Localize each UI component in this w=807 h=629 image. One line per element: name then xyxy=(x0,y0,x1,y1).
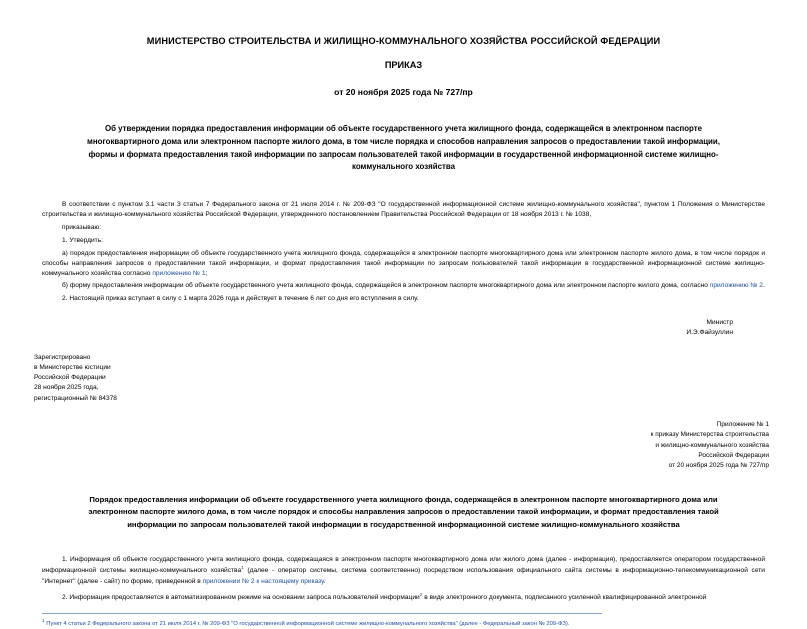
registration-line-2: в Министерстве юстиции xyxy=(34,363,111,371)
item-1a-tail: ; xyxy=(205,269,208,277)
order-p1-part1: 1. Информация об объекте государственного учета жилищного фонда, содержащаяся в электронном паспорте многоквартирного дома или жилого дома (далее - информация), предоставляется оператором государственной информационной системы жилищно-коммунального хозяйства xyxy=(42,556,765,575)
footnote-text-before: Пункт 4 статьи 2 Федерального закона от 21 июля 2014 г. № 209-ФЗ "О государственной информационной системе жилищно-коммунального хозяйства" (далее - xyxy=(44,621,483,628)
order-p2-part1: 2. Информация предоставляется в автоматизированном режиме на основании запроса пользователей информации xyxy=(62,594,420,602)
item-1b-text: б) форму предоставления информации об объекте государственного учета жилищного фонда, содержащейся в электронном паспорте многоквартирного дома или электронном паспорте жилого дома, согласно xyxy=(62,282,710,290)
signer-block xyxy=(34,318,773,338)
footnote-text-after: ). xyxy=(565,621,570,628)
appendix-line-3: и жилищно-коммунального хозяйства xyxy=(655,441,769,449)
prikazyvayu-text: приказываю: xyxy=(62,223,102,231)
order-body xyxy=(42,555,765,603)
order-p2-part2: в виде электронного документа, подписанного усиленной квалифицированной электронной xyxy=(422,594,707,602)
appendix-2-order-link[interactable]: приложении № 2 к настоящему приказу xyxy=(202,577,324,585)
document-title: Об утверждении порядка предоставления информации об объекте государственного учета жилищного фонда, содержащейся в электронном паспорте многоквартирного дома или электронном паспорте жилого дома, в том числе порядка и способов направления запросов о предоставлении такой информации, формы и формата предоставления такой информации по запросам пользователей такой информации в государственной информационной системе жилищно-коммунального хозяйства xyxy=(87,124,720,172)
footnote-number: 1 xyxy=(42,619,45,625)
document-body xyxy=(42,200,765,304)
document-type-heading: ПРИКАЗ xyxy=(384,60,423,70)
order-p1-part2: (далее - оператор системы, система соответственно) посредством использования официального сайта системы в информационно-телекоммуникационной сети "Интернет" (далее - сайт) по форме, приведенной в xyxy=(42,567,765,585)
footnote-marker-1[interactable]: 1 xyxy=(241,566,244,572)
ministry-heading: МИНИСТЕРСТВО СТРОИТЕЛЬСТВА И ЖИЛИЩНО-КОММУНАЛЬНОГО ХОЗЯЙСТВА РОССИЙСКОЙ ФЕДЕРАЦИИ xyxy=(146,36,661,46)
preamble-text: В соответствии с пунктом 3.1 части 3 статьи 7 Федерального закона от 21 июля 2014 г. № 209-ФЗ "О государственной информационной системе жилищно-коммунального хозяйства", пунктом 1 Положения о Министерстве строительства и жилищно-коммунального хозяйства Российской Федерации, утвержденного постановлением Правительства Российской Федерации от 18 ноября 2013 г. № 1038, xyxy=(42,201,765,219)
appendix-1-link[interactable]: приложению № 1 xyxy=(152,269,206,277)
appendix-line-1: Приложение № 1 xyxy=(716,420,769,428)
registration-block xyxy=(34,353,773,404)
appendix-line-2: к приказу Министерства строительства xyxy=(650,431,769,439)
registration-line-1: Зарегистрировано xyxy=(34,353,91,361)
registration-line-4: 28 ноября 2025 года, xyxy=(34,384,99,392)
appendix-2-link[interactable]: приложению № 2 xyxy=(709,282,763,290)
signer-position: Министр xyxy=(706,319,733,327)
item-1-text: 1. Утвердить: xyxy=(62,236,103,244)
registration-line-5: регистрационный № 84378 xyxy=(34,394,117,402)
item-1a-text: а) порядок предоставления информации об объекте государственного учета жилищного фонда, содержащейся в электронном паспорте многоквартирного дома или электронном паспорте жилого дома, в том числе порядок и способы направления запросов о предоставлении такой информации, и формат предоставления такой информации по запросам пользователей такой информации в государственной информационной системе жилищно-коммунального хозяйства согласно xyxy=(42,249,765,277)
signer-name: И.Э.Файзуллин xyxy=(686,329,733,337)
footnote-block xyxy=(42,613,602,629)
item-1b-tail: . xyxy=(762,282,765,290)
registration-line-3: Российской Федерации xyxy=(34,374,106,382)
appendix-line-5: от 20 ноября 2025 года № 727/пр xyxy=(668,462,769,470)
order-p1-tail: . xyxy=(323,577,326,585)
item-2-text: 2. Настоящий приказ вступает в силу с 1 марта 2026 года и действует в течение 6 лет со дня его вступления в силу. xyxy=(62,295,419,303)
footnote-marker-2[interactable]: 2 xyxy=(419,592,423,598)
document-date: от 20 ноября 2025 года № 727/пр xyxy=(334,87,473,97)
federal-law-link[interactable]: Федеральный закон № 209-ФЗ xyxy=(482,621,566,628)
appendix-reference-block xyxy=(34,420,773,472)
order-title: Порядок предоставления информации об объекте государственного учета жилищного фонда, содержащейся в электронном паспорте многоквартирного дома или электронном паспорте жилого дома, в том числе порядок и способы направления запросов о предоставлении такой информации, и формат предоставления такой информации по запросам пользователей такой информации в государственной информационной системе жилищно-коммунального хозяйства xyxy=(88,494,719,529)
appendix-line-4: Российской Федерации xyxy=(698,451,769,459)
